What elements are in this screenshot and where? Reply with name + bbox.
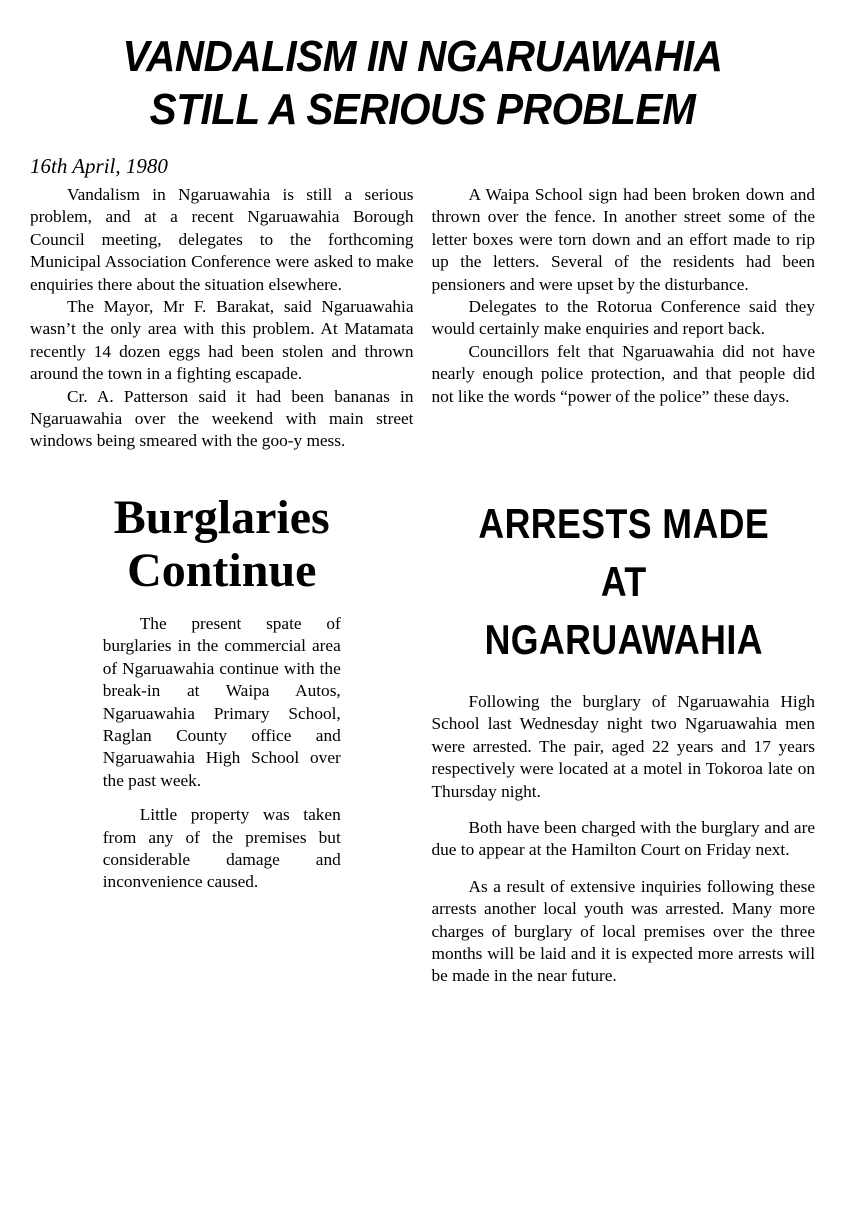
lead-article-column-1 [30, 184, 414, 453]
arrests-body [432, 691, 816, 988]
arrests-paragraph: Both have been charged with the burglary and are due to appear at the Hamilton Court on Friday next. [431, 817, 815, 860]
burglaries-paragraph: The present spate of burglaries in the commercial area of Ngaruawahia continue with the break-in at Waipa Autos, Ngaruawahia Primary School, Raglan County office and Ngaruawahia High School over the past week. [102, 613, 341, 790]
lower-section [30, 491, 815, 988]
main-headline [30, 30, 815, 136]
burglaries-article [30, 491, 414, 988]
arrests-headline [432, 495, 816, 669]
dateline: 16th April, 1980 [30, 154, 168, 178]
burglaries-headline [30, 491, 414, 597]
lead-article-column-2 [432, 184, 816, 453]
burglaries-headline-line-1: Burglaries [113, 490, 330, 544]
arrests-headline-line-1: ARRESTS MADE AT [477, 499, 769, 605]
lead-paragraph: A Waipa School sign had been broken down and thrown over the fence. In another street some of the letter boxes were torn down and an effort made to rip up the letters. Several of the residents had been pensioners and were upset by the disturbance. [431, 185, 815, 294]
lead-paragraph: Vandalism in Ngaruawahia is still a serious problem, and at a recent Ngaruawahia Borough Council meeting, delegates to the forthcoming Municipal Association Conference were asked to make enquiries there about the situation elsewhere. [30, 185, 414, 294]
main-headline-line-1: VANDALISM IN NGARUAWAHIA [122, 32, 723, 81]
arrests-headline-line-2: NGARUAWAHIA [484, 615, 763, 663]
newspaper-page [0, 30, 848, 1230]
arrests-paragraph: Following the burglary of Ngaruawahia High School last Wednesday night two Ngaruawahia men were arrested. The pair, aged 22 years and 17 years respectively were located at a motel in Tokoroa late on Thursday night. [431, 691, 815, 801]
lead-article [30, 184, 815, 453]
lead-paragraph: Councillors felt that Ngaruawahia did not have nearly enough police protection, and that people did not like the words “power of the police” these days. [431, 341, 815, 406]
arrests-article [432, 491, 816, 988]
burglaries-body [103, 613, 341, 894]
lead-paragraph: Cr. A. Patterson said it had been bananas in Ngaruawahia over the weekend with main street windows being smeared with the goo-y mess. [30, 386, 414, 451]
burglaries-paragraph: Little property was taken from any of the premises but considerable damage and inconvenience caused. [102, 805, 341, 892]
burglaries-headline-line-2: Continue [127, 543, 317, 597]
lead-paragraph: Delegates to the Rotorua Conference said they would certainly make enquiries and report back. [431, 297, 815, 339]
arrests-paragraph: As a result of extensive inquiries following these arrests another local youth was arrested. Many more charges of burglary of local premises over the three months will be laid and it is expected more arrests will be made in the near future. [431, 876, 815, 986]
lead-paragraph: The Mayor, Mr F. Barakat, said Ngaruawahia wasn’t the only area with this problem. At Matamata recently 14 dozen eggs had been stolen and thrown around the town in a fighting escapade. [30, 297, 414, 384]
main-headline-line-2: STILL A SERIOUS PROBLEM [149, 85, 696, 134]
